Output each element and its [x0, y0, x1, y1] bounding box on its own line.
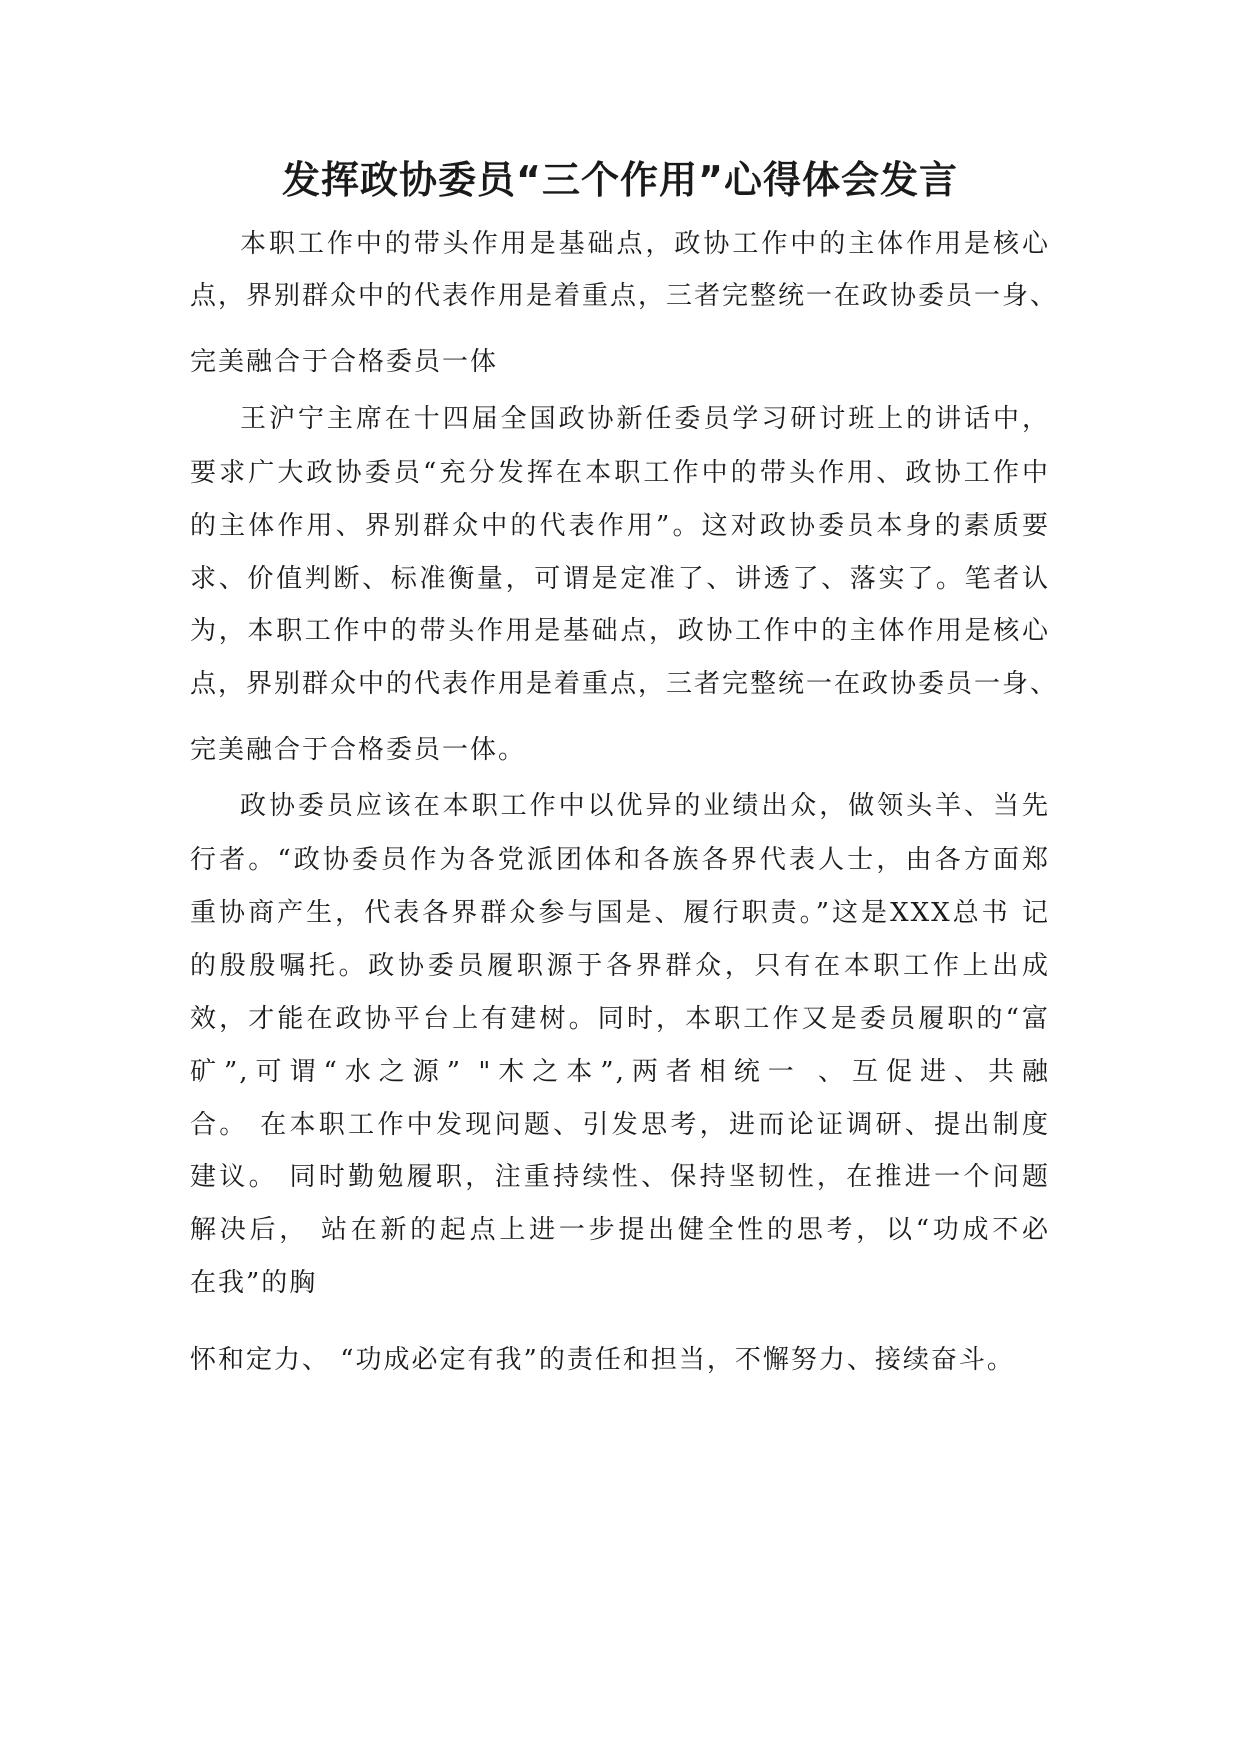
paragraph-2-line-6: 点，界别群众中的代表作用是着重点，三者完整统一在政协委员一身、	[190, 669, 1059, 699]
paragraph-3-line-6: 矿”,可谓“水之源” "木之本”,两者相统一 、互促进、共融	[190, 1057, 1050, 1087]
paragraph-1-line-1: 本职工作中的带头作用是基础点，政协工作中的主体作用是核心	[240, 229, 1050, 259]
paragraph-2-line-2: 要求广大政协委员“充分发挥在本职工作中的带头作用、政协工作中	[190, 458, 1050, 488]
paragraph-2-line-1: 王沪宁主席在十四届全国政协新任委员学习研讨班上的讲话中，	[240, 404, 1050, 434]
paragraph-3-line-11: 怀和定力、 “功成必定有我”的责任和担当，不懈努力、接续奋斗。	[190, 1345, 1015, 1375]
paragraph-3-line-7: 合。 在本职工作中发现问题、引发思考，进而论证调研、提出制度	[190, 1110, 1050, 1140]
paragraph-2-line-3: 的主体作用、界别群众中的代表作用”。这对政协委员本身的素质要	[190, 511, 1050, 541]
paragraph-3-line-1: 政协委员应该在本职工作中以优异的业绩出众，做领头羊、当先	[240, 791, 1050, 821]
paragraph-3-line-3: 重协商产生，代表各界群众参与国是、履行职责。”这是XXX总书 记	[190, 898, 1050, 928]
paragraph-1-line-3: 完美融合于合格委员一体	[190, 347, 499, 377]
paragraph-3-line-2: 行者。“政协委员作为各党派团体和各族各界代表人士，由各方面郑	[190, 845, 1050, 875]
document-title: 发挥政协委员“三个作用”心得体会发言	[282, 158, 958, 202]
paragraph-2-line-7: 完美融合于合格委员一体。	[190, 735, 527, 765]
paragraph-2-line-5: 为，本职工作中的带头作用是基础点，政协工作中的主体作用是核心	[190, 616, 1050, 646]
paragraph-3-line-8: 建议。 同时勤勉履职，注重持续性、保持坚韧性，在推进一个问题	[190, 1162, 1050, 1192]
paragraph-1-line-2: 点，界别群众中的代表作用是着重点，三者完整统一在政协委员一身、	[190, 281, 1059, 311]
paragraph-3-line-4: 的殷殷嘱托。政协委员履职源于各界群众，只有在本职工作上出成	[190, 951, 1050, 981]
paragraph-3-line-9: 解决后， 站在新的起点上进一步提出健全性的思考，以“功成不必	[190, 1215, 1050, 1245]
paragraph-3-line-5: 效，才能在政协平台上有建树。同时，本职工作又是委员履职的“富	[190, 1004, 1050, 1034]
paragraph-2-line-4: 求、价值判断、标准衡量，可谓是定准了、讲透了、落实了。笔者认	[190, 564, 1050, 594]
paragraph-3-line-10: 在我”的胸	[190, 1268, 318, 1298]
